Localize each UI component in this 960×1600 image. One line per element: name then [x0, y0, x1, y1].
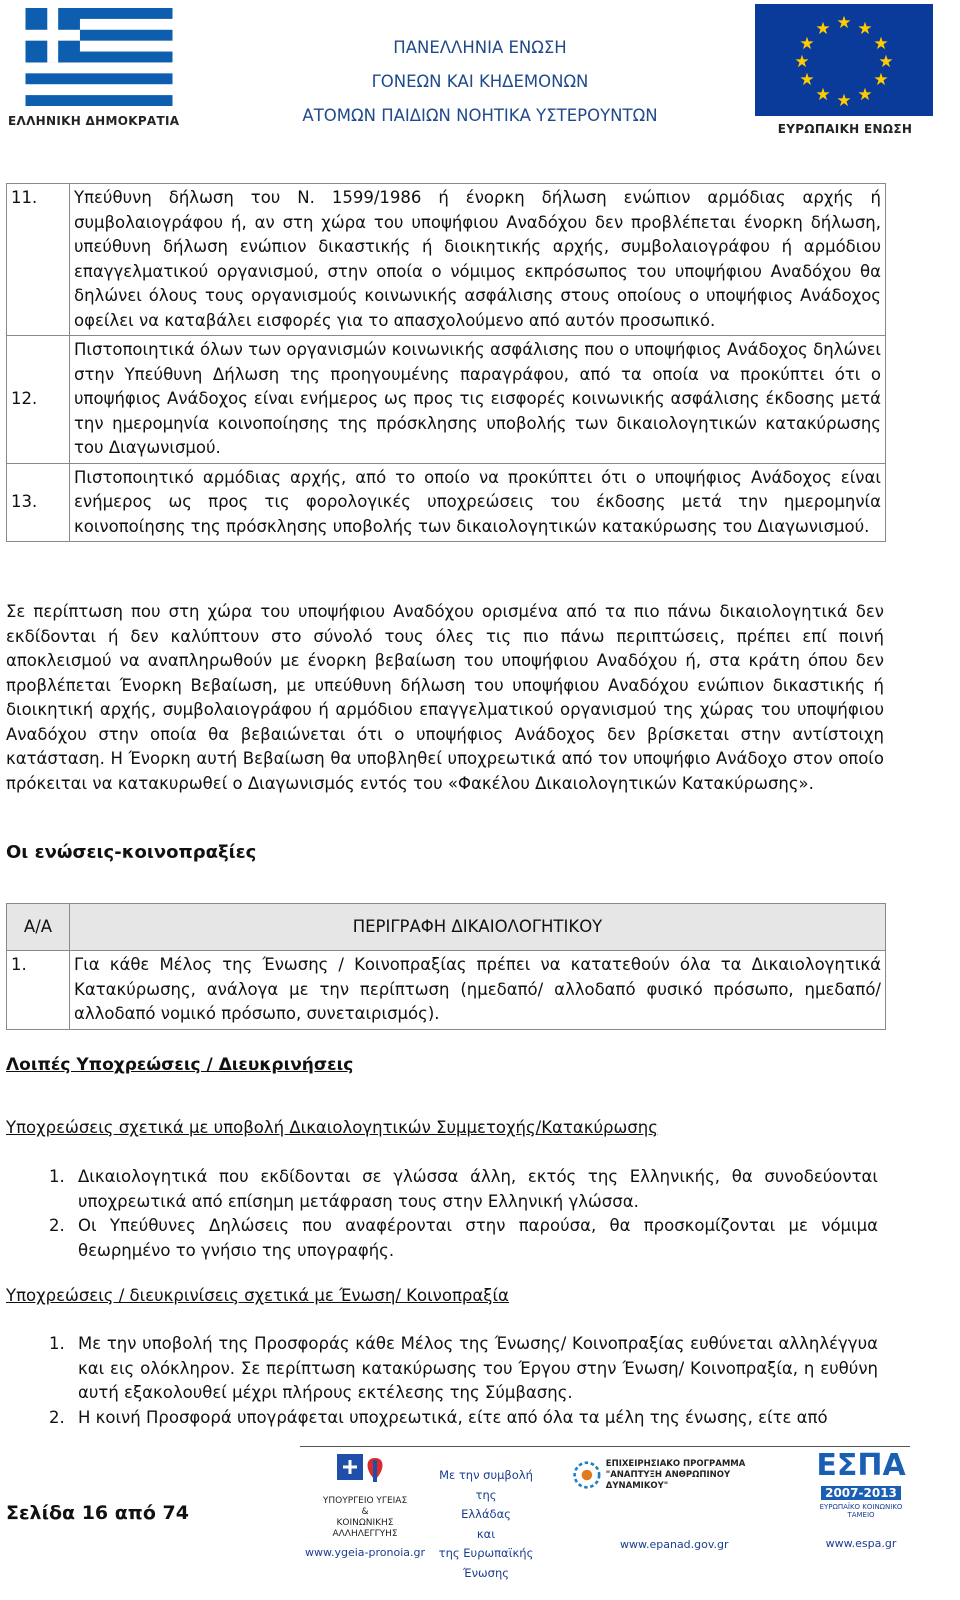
svg-text:★: ★: [799, 70, 815, 90]
eu-flag-caption: ΕΥΡΩΠΑΙΚΗ ΕΝΩΣΗ: [777, 122, 913, 136]
svg-text:★: ★: [857, 19, 873, 39]
row-description: Για κάθε Μέλος της Ένωσης / Κοινοπραξίας πρέπει να κατατεθούν όλα τα Δικαιολογητικά Κατακύρωσης, ανάλογα με την περίπτωση (ημεδαπό/ αλλοδαπό φυσικό πρόσωπο, ημεδαπό/ αλλοδαπό νομικό πρόσωπο, συνεταιρισμός).: [70, 951, 886, 1030]
list-item: 2. Η κοινή Προσφορά υπογράφεται υποχρεωτικά, είτε από όλα τα μέλη της ένωσης, είτε από: [70, 1406, 878, 1431]
ministry-name-line3: ΚΟΙΝΩΝΙΚΗΣ ΑΛΛΗΛΕΓΓΥΗΣ: [332, 1518, 398, 1539]
table-row: [7, 336, 886, 464]
eu-flag-logo: [755, 4, 935, 134]
cofunding-line1: Με την συμβολή της: [439, 1468, 533, 1502]
svg-text:★: ★: [815, 19, 831, 39]
programme-emblem-icon: [572, 1458, 602, 1492]
svg-text:★: ★: [857, 85, 873, 105]
ministry-name-line2: &: [361, 1507, 369, 1517]
espa-logo: [806, 1450, 916, 1550]
svg-text:★: ★: [873, 70, 889, 90]
table-row: [7, 184, 886, 336]
org-name-line3: ΑΤΟΜΩΝ ΠΑΙΔΙΩΝ ΝΟΗΤΙΚΑ ΥΣΤΕΡΟΥΝΤΩΝ: [302, 106, 658, 125]
table-row: [7, 951, 886, 1030]
ministry-emblem-icon: [335, 1450, 395, 1492]
joint-venture-documents-table: [6, 903, 886, 1030]
list-item: 1. Δικαιολογητικά που εκδίδονται σε γλώσσα άλλη, εκτός της Ελληνικής, θα συνοδεύονται υποχρεωτικά από επίσημη μετάφραση τους στην Ελληνική γλώσσα.: [70, 1165, 878, 1214]
cofunding-line4: της Ευρωπαϊκής: [438, 1546, 534, 1560]
column-header-description-text: ΠΕΡΙΓΡΑΦΗ ΔΙΚΑΙΟΛΟΓΗΤΙΚΟΥ: [352, 916, 603, 936]
espa-website: www.espa.gr: [825, 1537, 897, 1550]
programme-name-line2: "ΑΝΑΠΤΥΞΗ ΑΝΘΡΩΠΙΝΟΥ ΔΥΝΑΜΙΚΟΥ": [605, 1469, 731, 1491]
page-number: Σελίδα 16 από 74: [6, 1502, 189, 1524]
row-description: Πιστοποιητικά όλων των οργανισμών κοινωνικής ασφάλισης που ο υποψήφιος Ανάδοχος δηλώνει στην Υπεύθυνη Δήλωση της προηγουμένης παραγράφου, από τα οποία να προκύπτει ότι ο υποψήφιος Ανάδοχος είναι ενήμερος ως προς τις εισφορές κοινωνικής ασφάλισης έκδοσης μετά την ημερομηνία κοινοποίησης της πρόσκλησης υποβολής των δικαιολογητικών κατακύρωσης του Διαγωνισμού.: [70, 336, 886, 464]
svg-text:★: ★: [799, 34, 815, 54]
espa-caption: ΕΥΡΩΠΑΪΚΟ ΚΟΙΝΩΝΙΚΟ ΤΑΜΕΙΟ: [819, 1503, 903, 1519]
joint-ventures-heading: Οι ενώσεις-κοινοπραξίες: [6, 842, 257, 863]
cofunding-note: [432, 1466, 540, 1583]
svg-text:★: ★: [815, 85, 831, 105]
eu-flag-icon: [755, 4, 933, 116]
cofunding-line2: Ελλάδας: [461, 1507, 511, 1521]
svg-text:★: ★: [878, 52, 894, 72]
row-number: 11.: [7, 184, 70, 336]
svg-text:★: ★: [873, 34, 889, 54]
joint-venture-obligations-subheading: Υποχρεώσεις / διευκρινίσεις σχετικά με Ένωση/ Κοινοπραξία: [6, 1286, 509, 1305]
ministry-name-line1: ΥΠΟΥΡΓΕΙΟ ΥΓΕΙΑΣ: [322, 1496, 408, 1506]
other-obligations-heading: Λοιπές Υποχρεώσεις / Διευκρινήσεις: [6, 1055, 354, 1075]
org-name-line2: ΓΟΝΕΩΝ ΚΑΙ ΚΗΔΕΜΟΝΩΝ: [371, 72, 589, 91]
row-number: 13.: [7, 463, 70, 542]
joint-venture-obligations-list: [0, 1332, 878, 1430]
list-item: 2. Οι Υπεύθυνες Δηλώσεις που αναφέρονται στην παρούσα, θα προσκομίζονται με νόμιμα θεωρημένο το γνήσιο της υπογραφής.: [70, 1214, 878, 1263]
footer-divider: [300, 1446, 910, 1447]
org-name-line1: ΠΑΝΕΛΛΗΝΙΑ ΕΝΩΣΗ: [393, 38, 567, 57]
column-header-number: Α/Α: [7, 904, 70, 951]
greek-flag-caption: ΕΛΛΗΝΙΚΗ ΔΗΜΟΚΡΑΤΙΑ: [8, 114, 180, 128]
ministry-logo: [305, 1450, 425, 1559]
svg-text:★: ★: [794, 52, 810, 72]
programme-name-line1: ΕΠΙΧΕΙΡΗΣΙΑΚΟ ΠΡΟΓΡΑΜΜΑ: [605, 1458, 746, 1469]
foreign-documents-paragraph: Σε περίπτωση που στη χώρα του υποψήφιου Αναδόχου ορισμένα από τα πιο πάνω δικαιολογητικά δεν εκδίδονται ή δεν καλύπτουν στο σύνολό τους όλες τις πιο πάνω περιπτώσεις, πρέπει επί ποινή αποκλεισμού να αναπληρωθούν με ένορκη βεβαίωση του υποψήφιου Αναδόχου ή, στα κράτη όπου δεν προβλέπεται Ένορκη Βεβαίωση, με υπεύθυνη δήλωση του υποψήφιου Αναδόχου ενώπιον δικαστικής ή διοικητική αρχής, συμβολαιογράφου ή αρμόδιου επαγγελματικού οργανισμού της χώρας του υποψήφιου Αναδόχου στην οποία θα βεβαιώνεται ότι ο υποψήφιος Ανάδοχος δεν βρίσκεται στην αντίστοιχη κατάσταση. Η Ένορκη αυτή Βεβαίωση θα υποβληθεί υποχρεωτικά από τον υποψήφιο Ανάδοχο στον οποίο πρόκειται να κατακυρωθεί ο Διαγωνισμός εντός του «Φακέλου Δικαιολογητικών Κατακύρωσης».: [6, 602, 884, 793]
cofunding-line5: Ένωσης: [463, 1565, 509, 1580]
row-description: Πιστοποιητικό αρμόδιας αρχής, από το οποίο να προκύπτει ότι ο υποψήφιος Ανάδοχος είναι ενήμερος ως προς τις φορολογικές υποχρεώσεις του έκδοσης μετά την ημερομηνία κοινοποίησης της πρόσκλησης υποβολής των δικαιολογητικών κατακύρωσης του Διαγωνισμού.: [70, 463, 886, 542]
documents-obligations-list: [0, 1165, 878, 1263]
table-row: [7, 463, 886, 542]
column-header-description: [70, 904, 886, 951]
documents-obligations-subheading: Υποχρεώσεις σχετικά με υποβολή Δικαιολογητικών Συμμετοχής/Κατακύρωσης: [6, 1118, 658, 1137]
operational-programme-logo: [572, 1458, 772, 1551]
row-number: 1.: [7, 951, 70, 1030]
documents-table-continued: [6, 183, 886, 542]
svg-text:★: ★: [836, 13, 852, 33]
row-number: 12.: [7, 336, 70, 464]
programme-website: www.epanad.gov.gr: [620, 1538, 729, 1551]
table-header-row: [7, 904, 886, 951]
greek-flag-icon: [8, 8, 190, 106]
greek-flag-logo: [8, 8, 190, 130]
espa-years: 2007-2013: [821, 1486, 901, 1500]
row-description: Υπεύθυνη δήλωση του Ν. 1599/1986 ή ένορκη δήλωση ενώπιον αρμόδιας αρχής ή συμβολαιογράφου ή, αν στη χώρα του υποψήφιου Αναδόχου δεν προβλέπεται ένορκη δήλωση, υπεύθυνη δήλωση ενώπιον δικαστικής ή διοικητικής αρχής, συμβολαιογράφου ή αρμόδιου επαγγελματικού οργανισμού, στην οποία ο νόμιμος εκπρόσωπος του υποψήφιου Αναδόχου θα δηλώνει όλους τους οργανισμούς κοινωνικής ασφάλισης στους οποίους ο υποψήφιος Ανάδοχος οφείλει να καταβάλει εισφορές για το απασχολούμενο από αυτόν προσωπικό.: [70, 184, 886, 336]
svg-text:★: ★: [836, 91, 852, 111]
ministry-website: www.ygeia-pronoia.gr: [305, 1546, 425, 1559]
cofunding-line3: και: [476, 1526, 496, 1541]
list-item: 1. Με την υποβολή της Προσφοράς κάθε Μέλος της Ένωσης/ Κοινοπραξίας ευθύνεται αλληλέγγυα και εις ολόκληρον. Σε περίπτωση κατακύρωσης του Έργου στην Ένωση/ Κοινοπραξία, η ευθύνη αυτή εξακολουθεί μέχρι πλήρους εκτέλεσης της Σύμβασης.: [70, 1332, 878, 1406]
espa-name: ΕΣΠΑ: [816, 1448, 906, 1483]
